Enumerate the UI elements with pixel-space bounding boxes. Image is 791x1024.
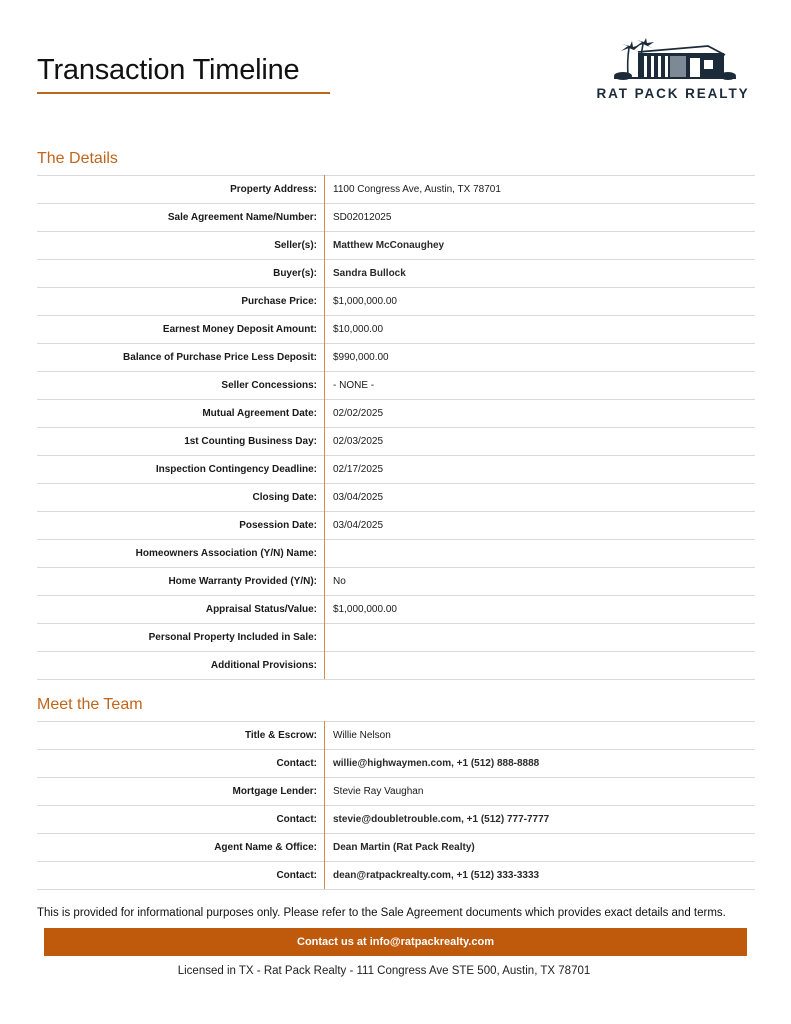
row-value: $990,000.00 xyxy=(325,344,756,372)
row-label: Personal Property Included in Sale: xyxy=(37,624,325,652)
row-value: No xyxy=(325,568,756,596)
disclaimer-text: This is provided for informational purposes only. Please refer to the Sale Agreement documents which provides exact details and terms. xyxy=(37,907,726,919)
row-label: Contact: xyxy=(37,862,325,890)
row-value: Stevie Ray Vaughan xyxy=(325,778,756,806)
table-row xyxy=(37,288,755,316)
row-label: Appraisal Status/Value: xyxy=(37,596,325,624)
table-row xyxy=(37,540,755,568)
table-row xyxy=(37,456,755,484)
table-row xyxy=(37,568,755,596)
table-row xyxy=(37,596,755,624)
table-row xyxy=(37,344,755,372)
row-label: Property Address: xyxy=(37,176,325,204)
row-value: Sandra Bullock xyxy=(325,260,756,288)
table-row xyxy=(37,834,755,862)
row-value: $1,000,000.00 xyxy=(325,288,756,316)
row-value xyxy=(325,540,756,568)
row-label: Balance of Purchase Price Less Deposit: xyxy=(37,344,325,372)
title-underline xyxy=(37,92,330,94)
table-row xyxy=(37,176,755,204)
row-label: Mortgage Lender: xyxy=(37,778,325,806)
license-footer: Licensed in TX - Rat Pack Realty - 111 Congress Ave STE 500, Austin, TX 78701 xyxy=(177,965,591,977)
table-row xyxy=(37,750,755,778)
table-row xyxy=(37,372,755,400)
table-row xyxy=(37,260,755,288)
table-row xyxy=(37,652,755,680)
table-row xyxy=(37,778,755,806)
row-value: 02/02/2025 xyxy=(325,400,756,428)
row-label: Posession Date: xyxy=(37,512,325,540)
row-value: 02/03/2025 xyxy=(325,428,756,456)
row-label: Title & Escrow: xyxy=(37,722,325,750)
row-value: dean@ratpackrealty.com, +1 (512) 333-3333 xyxy=(325,862,756,890)
row-value: Willie Nelson xyxy=(325,722,756,750)
row-label: Seller(s): xyxy=(37,232,325,260)
table-row xyxy=(37,484,755,512)
row-value: 1100 Congress Ave, Austin, TX 78701 xyxy=(325,176,756,204)
row-label: Closing Date: xyxy=(37,484,325,512)
table-row xyxy=(37,624,755,652)
row-label: Buyer(s): xyxy=(37,260,325,288)
row-label: Contact: xyxy=(37,806,325,834)
row-value: Dean Martin (Rat Pack Realty) xyxy=(325,834,756,862)
page-title: Transaction Timeline xyxy=(37,54,300,86)
row-label: Earnest Money Deposit Amount: xyxy=(37,316,325,344)
details-heading: The Details xyxy=(37,150,118,167)
table-row xyxy=(37,232,755,260)
row-value: stevie@doubletrouble.com, +1 (512) 777-7777 xyxy=(325,806,756,834)
table-row xyxy=(37,428,755,456)
table-row xyxy=(37,204,755,232)
row-value xyxy=(325,624,756,652)
row-value: Matthew McConaughey xyxy=(325,232,756,260)
table-row xyxy=(37,722,755,750)
row-label: Sale Agreement Name/Number: xyxy=(37,204,325,232)
table-row xyxy=(37,512,755,540)
contact-banner[interactable]: Contact us at info@ratpackrealty.com xyxy=(44,928,747,956)
row-label: Additional Provisions: xyxy=(37,652,325,680)
row-value: - NONE - xyxy=(325,372,756,400)
row-label: Seller Concessions: xyxy=(37,372,325,400)
row-label: Home Warranty Provided (Y/N): xyxy=(37,568,325,596)
table-row xyxy=(37,400,755,428)
row-label: Agent Name & Office: xyxy=(37,834,325,862)
row-value: $10,000.00 xyxy=(325,316,756,344)
brand-name: RAT PACK REALTY xyxy=(596,86,750,101)
table-row xyxy=(37,862,755,890)
row-value: $1,000,000.00 xyxy=(325,596,756,624)
row-value: 02/17/2025 xyxy=(325,456,756,484)
row-label: Inspection Contingency Deadline: xyxy=(37,456,325,484)
row-label: Mutual Agreement Date: xyxy=(37,400,325,428)
row-value: 03/04/2025 xyxy=(325,484,756,512)
table-row xyxy=(37,806,755,834)
row-value: willie@highwaymen.com, +1 (512) 888-8888 xyxy=(325,750,756,778)
row-value: SD02012025 xyxy=(325,204,756,232)
team-heading: Meet the Team xyxy=(37,696,143,713)
team-table xyxy=(37,721,755,890)
table-row xyxy=(37,316,755,344)
company-logo xyxy=(590,38,756,104)
row-label: Purchase Price: xyxy=(37,288,325,316)
details-table xyxy=(37,175,755,680)
row-label: Homeowners Association (Y/N) Name: xyxy=(37,540,325,568)
row-label: Contact: xyxy=(37,750,325,778)
house-logo-icon xyxy=(610,38,736,82)
row-value xyxy=(325,652,756,680)
row-value: 03/04/2025 xyxy=(325,512,756,540)
row-label: 1st Counting Business Day: xyxy=(37,428,325,456)
